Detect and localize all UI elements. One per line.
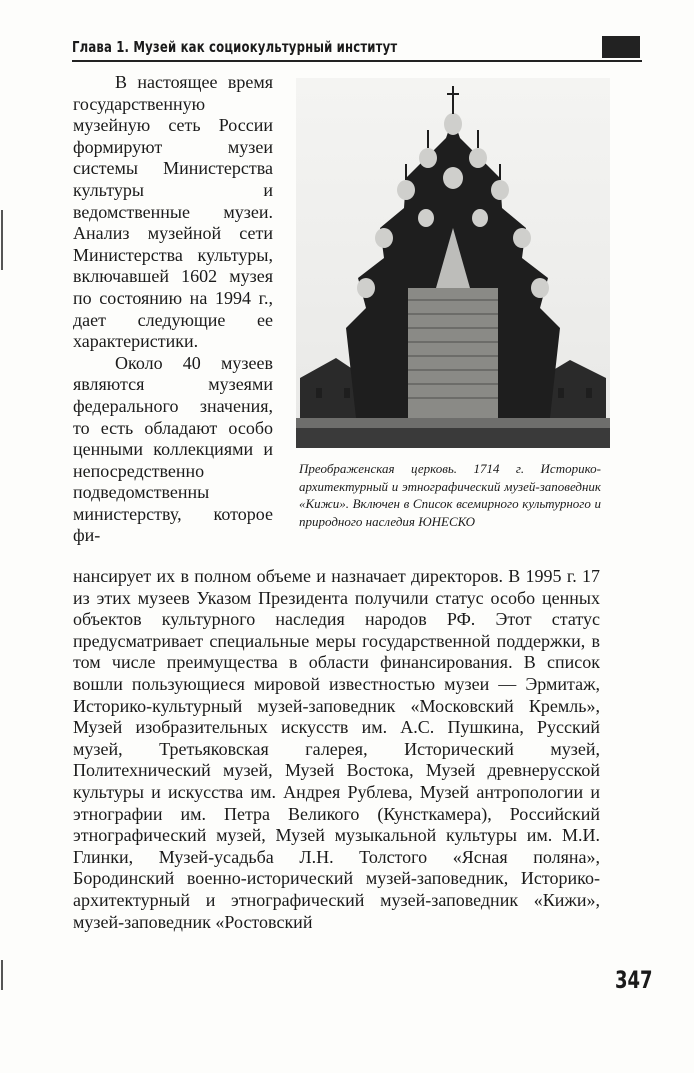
scan-margin-mark-top — [1, 210, 3, 270]
paragraph-1: В настоящее время государственную музейную сеть России формируют музеи системы Министерства культуры и ведомственные музеи. Анализ музейной сети Министерства культуры, включавшей 1602 музея по состоянию на 1994 г., дает следующие ее характеристики. — [73, 72, 273, 352]
paragraph-continuation: нансирует их в полном объеме и назначает директоров. В 1995 г. 17 из этих музеев Указом Президента получили статус особо ценных объектов культурного наследия народов РФ. Этот статус предусматривает специальные меры государственной поддержки, в том числе преимущества в области финансирования. В список вошли пользующиеся мировой известностью музеи — Эрмитаж, Историко-культурный музей-заповедник «Московский Кремль», Музей изобразительных искусств им. А.С. Пушкина, Русский музей, Третьяковская галерея, Исторический музей, Политехнический музей, Музей Востока, Музей древнерусской культуры и искусства им. Андрея Рублева, Музей антропологии и этнографии им. Петра Великого (Кунсткамера), Российский этнографический музей, Музей музыкальной культуры им. М.И. Глинки, Музей-усадьба Л.Н. Толстого «Ясная поляна», Бородинский военно-исторический музей-заповедник, Историко-архитектурный и этнографический музей-заповедник «Кижи», музей-заповедник «Ростовский — [73, 566, 600, 932]
photo-caption: Преображенская церковь. 1714 г. Историко-архитектурный и этнографический музей-заповедник «Кижи». Включен в Список всемирного культурного и природного наследия ЮНЕСКО — [299, 461, 601, 529]
chapter-title: Глава 1. Музей как социокультурный институт — [72, 38, 398, 56]
narrow-column-text — [73, 72, 273, 547]
scan-margin-mark-bottom — [1, 960, 3, 990]
header-tab-block — [602, 36, 640, 58]
header-rule — [72, 60, 642, 62]
page-number: 347 — [615, 966, 653, 994]
full-width-text — [73, 566, 600, 933]
church-photo — [296, 78, 610, 448]
running-header — [72, 36, 642, 62]
wooden-church-photo-icon — [296, 78, 610, 448]
paragraph-2: Около 40 музеев являются музеями федерального значения, то есть обладают особо ценными коллекциями и непосредственно подведомственны министерству, которое фи- — [73, 352, 273, 546]
